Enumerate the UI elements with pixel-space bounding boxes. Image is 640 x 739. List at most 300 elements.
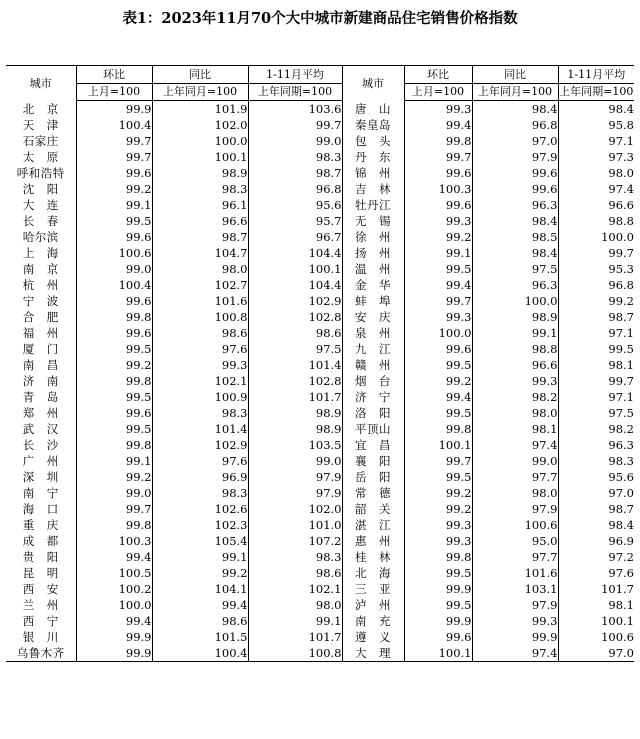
avg-value-left: 100.1: [248, 261, 342, 277]
avg-value-right: 96.3: [558, 437, 634, 453]
table-body: [6, 101, 634, 662]
yoy-value-left: 105.4: [152, 533, 248, 549]
mom-value-left: 99.8: [76, 437, 152, 453]
yoy-value-right: 103.1: [472, 581, 558, 597]
yoy-value-right: 98.4: [472, 213, 558, 229]
city-name-left: 南 京: [22, 262, 59, 276]
mom-value-left: 99.7: [76, 149, 152, 165]
avg-value-left: 99.0: [248, 133, 342, 149]
yoy-value-left: 97.6: [152, 453, 248, 469]
city-name-right: 襄 阳: [342, 453, 404, 469]
avg-value-left: 96.8: [248, 181, 342, 197]
city-name-right: 南 充: [342, 613, 404, 629]
city-name-left: 深 圳: [22, 470, 59, 484]
yoy-value-left: 96.9: [152, 469, 248, 485]
yoy-value-right: 96.3: [472, 277, 558, 293]
city-name-right: 徐 州: [342, 229, 404, 245]
table-row: [6, 453, 634, 469]
header-yoy-base-left: 上年同月=100: [152, 84, 248, 101]
mom-value-left: 100.2: [76, 581, 152, 597]
city-name-left: 海 口: [22, 502, 59, 516]
table-row: [6, 565, 634, 581]
mom-value-right: 99.7: [404, 293, 472, 309]
yoy-value-left: 101.4: [152, 421, 248, 437]
yoy-value-left: 102.1: [152, 373, 248, 389]
avg-value-left: 103.5: [248, 437, 342, 453]
avg-value-right: 98.7: [558, 501, 634, 517]
city-name-right: 扬 州: [342, 245, 404, 261]
table-row: [6, 645, 634, 662]
city-name-right: 金 华: [342, 277, 404, 293]
yoy-value-right: 100.0: [472, 293, 558, 309]
yoy-value-right: 99.3: [472, 373, 558, 389]
yoy-value-right: 97.9: [472, 149, 558, 165]
avg-value-left: 101.0: [248, 517, 342, 533]
yoy-value-left: 101.5: [152, 629, 248, 645]
avg-value-right: 98.7: [558, 309, 634, 325]
city-name-right: 吉 林: [342, 181, 404, 197]
avg-value-left: 97.9: [248, 469, 342, 485]
city-name-left: 北 京: [22, 101, 59, 116]
mom-value-left: 99.6: [76, 405, 152, 421]
city-name-right: 唐 山: [342, 101, 404, 118]
yoy-value-left: 100.1: [152, 149, 248, 165]
avg-value-right: 95.8: [558, 117, 634, 133]
city-name-right: 桂 林: [342, 549, 404, 565]
yoy-value-right: 99.9: [472, 629, 558, 645]
city-name-left: 长 沙: [22, 438, 59, 452]
mom-value-right: 99.4: [404, 277, 472, 293]
avg-value-right: 97.4: [558, 181, 634, 197]
yoy-value-left: 96.1: [152, 197, 248, 213]
mom-value-right: 100.3: [404, 181, 472, 197]
mom-value-right: 100.0: [404, 325, 472, 341]
yoy-value-right: 101.6: [472, 565, 558, 581]
mom-value-left: 99.5: [76, 213, 152, 229]
city-name-right: 大 理: [342, 645, 404, 662]
mom-value-right: 99.5: [404, 357, 472, 373]
avg-value-right: 97.2: [558, 549, 634, 565]
city-name-right: 北 海: [342, 565, 404, 581]
mom-value-right: 99.3: [404, 517, 472, 533]
city-name-left: 兰 州: [22, 598, 59, 612]
table-row: [6, 373, 634, 389]
city-name-right: 赣 州: [342, 357, 404, 373]
table-row: [6, 133, 634, 149]
yoy-value-right: 98.1: [472, 421, 558, 437]
mom-value-left: 100.0: [76, 597, 152, 613]
yoy-value-left: 100.9: [152, 389, 248, 405]
city-name-right: 温 州: [342, 261, 404, 277]
yoy-value-left: 98.0: [152, 261, 248, 277]
mom-value-left: 100.4: [76, 117, 152, 133]
yoy-value-left: 102.3: [152, 517, 248, 533]
city-name-right: 锦 州: [342, 165, 404, 181]
city-name-left: 成 都: [22, 534, 59, 548]
mom-value-right: 99.2: [404, 501, 472, 517]
yoy-value-right: 97.4: [472, 645, 558, 662]
avg-value-left: 102.0: [248, 501, 342, 517]
mom-value-left: 100.6: [76, 245, 152, 261]
city-name-left: 哈尔滨: [22, 230, 59, 244]
avg-value-right: 95.6: [558, 469, 634, 485]
yoy-value-left: 98.6: [152, 613, 248, 629]
city-name-left: 济 南: [22, 374, 59, 388]
yoy-value-left: 99.2: [152, 565, 248, 581]
yoy-value-left: 99.3: [152, 357, 248, 373]
yoy-value-left: 98.9: [152, 165, 248, 181]
mom-value-left: 99.2: [76, 357, 152, 373]
yoy-value-left: 102.0: [152, 117, 248, 133]
yoy-value-left: 101.6: [152, 293, 248, 309]
city-name-right: 平顶山: [342, 421, 404, 437]
avg-value-left: 99.7: [248, 117, 342, 133]
header-yoy-left: 同比: [152, 66, 248, 84]
avg-value-right: 98.2: [558, 421, 634, 437]
city-name-right: 洛 阳: [342, 405, 404, 421]
city-name-right: 泉 州: [342, 325, 404, 341]
table-row: [6, 117, 634, 133]
mom-value-left: 99.7: [76, 133, 152, 149]
avg-value-left: 104.4: [248, 277, 342, 293]
table-row: [6, 469, 634, 485]
yoy-value-right: 98.0: [472, 405, 558, 421]
yoy-value-left: 100.4: [152, 645, 248, 662]
city-name-right: 蚌 埠: [342, 293, 404, 309]
city-name-right: 丹 东: [342, 149, 404, 165]
mom-value-left: 99.9: [76, 101, 152, 118]
mom-value-right: 99.2: [404, 373, 472, 389]
mom-value-left: 99.9: [76, 645, 152, 662]
avg-value-right: 97.3: [558, 149, 634, 165]
table-row: [6, 101, 634, 118]
avg-value-right: 98.1: [558, 597, 634, 613]
table-row: [6, 581, 634, 597]
city-name-right: 安 庆: [342, 309, 404, 325]
yoy-value-left: 99.4: [152, 597, 248, 613]
city-name-right: 济 宁: [342, 389, 404, 405]
avg-value-left: 107.2: [248, 533, 342, 549]
mom-value-right: 99.6: [404, 341, 472, 357]
mom-value-right: 99.1: [404, 245, 472, 261]
yoy-value-right: 98.5: [472, 229, 558, 245]
yoy-value-left: 102.6: [152, 501, 248, 517]
table-row: [6, 181, 634, 197]
header-avg-base-left: 上年同期=100: [248, 84, 342, 101]
city-name-right: 岳 阳: [342, 469, 404, 485]
city-name-left: 杭 州: [22, 278, 59, 292]
avg-value-left: 98.3: [248, 549, 342, 565]
table-row: [6, 389, 634, 405]
city-name-left: 长 春: [22, 214, 59, 228]
avg-value-left: 95.7: [248, 213, 342, 229]
table-row: [6, 309, 634, 325]
avg-value-right: 97.6: [558, 565, 634, 581]
city-name-right: 惠 州: [342, 533, 404, 549]
city-name-left: 乌鲁木齐: [6, 645, 76, 662]
avg-value-right: 98.0: [558, 165, 634, 181]
city-name-left: 郑 州: [22, 406, 59, 420]
yoy-value-right: 96.3: [472, 197, 558, 213]
table-row: [6, 341, 634, 357]
city-name-left: 青 岛: [22, 390, 59, 404]
yoy-value-right: 98.2: [472, 389, 558, 405]
mom-value-right: 99.3: [404, 533, 472, 549]
table-row: [6, 613, 634, 629]
header-city-left: 城市: [6, 66, 76, 101]
yoy-value-left: 102.9: [152, 437, 248, 453]
yoy-value-left: 97.6: [152, 341, 248, 357]
avg-value-left: 101.4: [248, 357, 342, 373]
city-name-right: 泸 州: [342, 597, 404, 613]
city-name-right: 牡丹江: [342, 197, 404, 213]
yoy-value-right: 96.8: [472, 117, 558, 133]
city-name-right: 包 头: [342, 133, 404, 149]
avg-value-right: 100.0: [558, 229, 634, 245]
header-yoy-base-right: 上年同月=100: [472, 84, 558, 101]
yoy-value-right: 95.0: [472, 533, 558, 549]
avg-value-right: 100.6: [558, 629, 634, 645]
city-name-left: 宁 波: [22, 294, 59, 308]
avg-value-left: 101.7: [248, 389, 342, 405]
avg-value-left: 99.0: [248, 453, 342, 469]
city-name-right: 湛 江: [342, 517, 404, 533]
table-row: [6, 261, 634, 277]
table-row: [6, 437, 634, 453]
avg-value-right: 95.3: [558, 261, 634, 277]
avg-value-left: 102.1: [248, 581, 342, 597]
mom-value-right: 99.5: [404, 405, 472, 421]
avg-value-left: 102.9: [248, 293, 342, 309]
avg-value-left: 103.6: [248, 101, 342, 118]
mom-value-left: 99.4: [76, 613, 152, 629]
avg-value-left: 102.8: [248, 309, 342, 325]
avg-value-left: 101.7: [248, 629, 342, 645]
avg-value-left: 97.9: [248, 485, 342, 501]
mom-value-left: 99.8: [76, 373, 152, 389]
mom-value-left: 100.3: [76, 533, 152, 549]
mom-value-left: 99.5: [76, 421, 152, 437]
mom-value-right: 99.3: [404, 309, 472, 325]
table-row: [6, 197, 634, 213]
yoy-value-right: 97.9: [472, 501, 558, 517]
header-city-right: 城市: [342, 66, 404, 101]
mom-value-right: 99.2: [404, 485, 472, 501]
mom-value-right: 99.3: [404, 101, 472, 118]
mom-value-right: 99.6: [404, 165, 472, 181]
avg-value-left: 96.7: [248, 229, 342, 245]
avg-value-right: 98.4: [558, 101, 634, 118]
table-row: [6, 149, 634, 165]
city-name-left: 昆 明: [22, 566, 59, 580]
yoy-value-left: 101.9: [152, 101, 248, 118]
mom-value-left: 99.1: [76, 453, 152, 469]
city-name-left: 石家庄: [22, 134, 59, 148]
city-name-left: 厦 门: [22, 342, 59, 356]
yoy-value-right: 99.1: [472, 325, 558, 341]
city-name-left: 大 连: [22, 198, 59, 212]
avg-value-right: 99.2: [558, 293, 634, 309]
mom-value-right: 99.5: [404, 565, 472, 581]
table-row: [6, 485, 634, 501]
avg-value-left: 104.4: [248, 245, 342, 261]
city-name-right: 秦皇岛: [342, 117, 404, 133]
yoy-value-left: 104.7: [152, 245, 248, 261]
yoy-value-left: 96.6: [152, 213, 248, 229]
mom-value-left: 99.0: [76, 485, 152, 501]
mom-value-right: 99.5: [404, 597, 472, 613]
mom-value-right: 99.4: [404, 117, 472, 133]
avg-value-right: 100.1: [558, 613, 634, 629]
avg-value-left: 98.0: [248, 597, 342, 613]
header-mom-left: 环比: [76, 66, 152, 84]
table-row: [6, 293, 634, 309]
avg-value-right: 96.6: [558, 197, 634, 213]
header-avg-right: 1-11月平均: [558, 66, 634, 84]
table-row: [6, 629, 634, 645]
yoy-value-right: 97.4: [472, 437, 558, 453]
mom-value-left: 99.5: [76, 389, 152, 405]
mom-value-left: 99.5: [76, 341, 152, 357]
avg-value-right: 98.1: [558, 357, 634, 373]
table-row: [6, 277, 634, 293]
yoy-value-left: 100.0: [152, 133, 248, 149]
yoy-value-right: 98.8: [472, 341, 558, 357]
avg-value-right: 97.1: [558, 325, 634, 341]
price-index-table: [6, 65, 634, 662]
table-row: [6, 357, 634, 373]
city-name-right: 常 德: [342, 485, 404, 501]
yoy-value-left: 98.7: [152, 229, 248, 245]
mom-value-right: 99.6: [404, 629, 472, 645]
mom-value-left: 99.8: [76, 309, 152, 325]
mom-value-right: 99.8: [404, 549, 472, 565]
mom-value-left: 99.1: [76, 197, 152, 213]
mom-value-left: 100.4: [76, 277, 152, 293]
avg-value-left: 100.8: [248, 645, 342, 662]
yoy-value-left: 98.3: [152, 181, 248, 197]
yoy-value-right: 97.7: [472, 549, 558, 565]
avg-value-right: 99.5: [558, 341, 634, 357]
mom-value-left: 99.6: [76, 325, 152, 341]
city-name-left: 西 安: [22, 582, 59, 596]
table-row: [6, 245, 634, 261]
city-name-left: 天 津: [22, 118, 59, 132]
yoy-value-left: 99.1: [152, 549, 248, 565]
mom-value-right: 99.8: [404, 421, 472, 437]
mom-value-right: 99.8: [404, 133, 472, 149]
avg-value-right: 96.8: [558, 277, 634, 293]
avg-value-left: 98.9: [248, 405, 342, 421]
mom-value-right: 99.3: [404, 213, 472, 229]
city-name-left: 银 川: [22, 630, 59, 644]
yoy-value-right: 97.5: [472, 261, 558, 277]
yoy-value-right: 97.9: [472, 597, 558, 613]
yoy-value-left: 98.3: [152, 405, 248, 421]
mom-value-left: 99.6: [76, 165, 152, 181]
table-row: [6, 165, 634, 181]
avg-value-left: 98.3: [248, 149, 342, 165]
mom-value-left: 100.5: [76, 565, 152, 581]
city-name-left: 广 州: [22, 454, 59, 468]
avg-value-right: 99.7: [558, 373, 634, 389]
avg-value-right: 97.1: [558, 389, 634, 405]
mom-value-right: 100.1: [404, 437, 472, 453]
mom-value-right: 99.2: [404, 229, 472, 245]
city-name-left: 武 汉: [22, 422, 59, 436]
avg-value-left: 95.6: [248, 197, 342, 213]
header-mom-right: 环比: [404, 66, 472, 84]
city-name-right: 韶 关: [342, 501, 404, 517]
table-row: [6, 405, 634, 421]
city-name-left: 太 原: [22, 150, 59, 164]
header-yoy-right: 同比: [472, 66, 558, 84]
city-name-right: 三 亚: [342, 581, 404, 597]
city-name-left: 南 昌: [22, 358, 59, 372]
mom-value-left: 99.6: [76, 293, 152, 309]
table-row: [6, 549, 634, 565]
yoy-value-right: 99.6: [472, 165, 558, 181]
yoy-value-right: 99.6: [472, 181, 558, 197]
city-name-left: 合 肥: [22, 310, 59, 324]
city-name-left: 福 州: [22, 326, 59, 340]
avg-value-right: 96.9: [558, 533, 634, 549]
avg-value-right: 98.3: [558, 453, 634, 469]
yoy-value-right: 98.4: [472, 245, 558, 261]
avg-value-right: 97.5: [558, 405, 634, 421]
table-row: [6, 597, 634, 613]
table-row: [6, 517, 634, 533]
yoy-value-right: 98.9: [472, 309, 558, 325]
mom-value-left: 99.7: [76, 501, 152, 517]
city-name-right: 无 锡: [342, 213, 404, 229]
yoy-value-right: 99.3: [472, 613, 558, 629]
table-row: [6, 533, 634, 549]
mom-value-left: 99.9: [76, 629, 152, 645]
mom-value-left: 99.6: [76, 229, 152, 245]
avg-value-left: 102.8: [248, 373, 342, 389]
city-name-left: 西 宁: [22, 614, 59, 628]
yoy-value-right: 98.0: [472, 485, 558, 501]
city-name-left: 上 海: [22, 246, 59, 260]
avg-value-right: 98.8: [558, 213, 634, 229]
city-name-left: 沈 阳: [22, 182, 59, 196]
table-row: [6, 501, 634, 517]
table-row: [6, 421, 634, 437]
mom-value-right: 99.5: [404, 261, 472, 277]
mom-value-right: 99.4: [404, 389, 472, 405]
yoy-value-right: 96.6: [472, 357, 558, 373]
avg-value-left: 98.9: [248, 421, 342, 437]
mom-value-right: 99.7: [404, 453, 472, 469]
mom-value-right: 99.5: [404, 469, 472, 485]
yoy-value-left: 102.7: [152, 277, 248, 293]
mom-value-left: 99.4: [76, 549, 152, 565]
avg-value-left: 99.1: [248, 613, 342, 629]
mom-value-right: 99.9: [404, 581, 472, 597]
avg-value-right: 99.7: [558, 245, 634, 261]
yoy-value-right: 98.4: [472, 101, 558, 118]
table-title: 表1：2023年11月70个大中城市新建商品住宅销售价格指数: [122, 10, 518, 27]
mom-value-right: 99.6: [404, 197, 472, 213]
city-name-left: 呼和浩特: [16, 166, 65, 180]
avg-value-left: 97.5: [248, 341, 342, 357]
table-row: [6, 325, 634, 341]
city-name-left: 重 庆: [22, 518, 59, 532]
yoy-value-right: 97.7: [472, 469, 558, 485]
yoy-value-right: 100.6: [472, 517, 558, 533]
mom-value-right: 100.1: [404, 645, 472, 662]
